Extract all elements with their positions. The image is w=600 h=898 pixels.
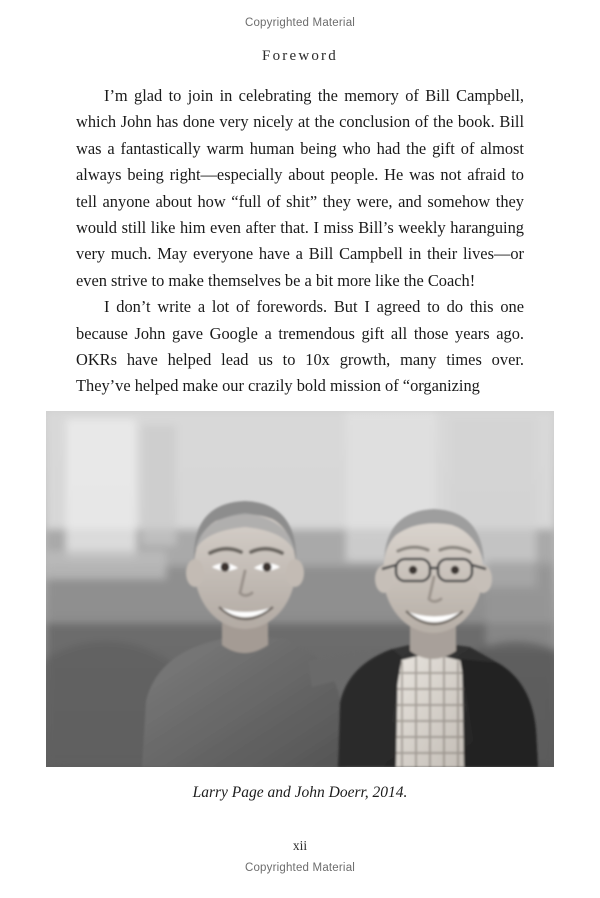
page-content bbox=[76, 48, 524, 400]
photograph-larry-page-john-doerr bbox=[46, 411, 554, 767]
figure-caption: Larry Page and John Doerr, 2014. bbox=[192, 784, 408, 801]
copyright-watermark-top: Copyrighted Material bbox=[244, 17, 356, 29]
body-paragraph-1: I’m glad to join in celebrating the memory of Bill Campbell, which John has done very nicely at the conclusion of the book. Bill was a fantastically warm human being who had the gift of almost always being right—especially about people. He was not afraid to tell anyone about how “full of shit” they were, and somehow they would still like him even after that. I miss Bill’s weekly haranguing very much. May everyone have a Bill Campbell in their lives—or even strive to make themselves be a bit more like the Coach! bbox=[76, 86, 524, 290]
photo-illustration bbox=[46, 411, 554, 767]
body-paragraph-2: I don’t write a lot of forewords. But I agreed to do this one because John gave Google a tremendous gift all those years ago. OKRs have helped lead us to 10x growth, many times over. They’ve helped make our crazily bold mission of “organizing bbox=[76, 297, 524, 396]
page-number: xii bbox=[292, 838, 308, 853]
running-head: Foreword bbox=[262, 48, 338, 64]
copyright-watermark-bottom: Copyrighted Material bbox=[244, 862, 356, 874]
